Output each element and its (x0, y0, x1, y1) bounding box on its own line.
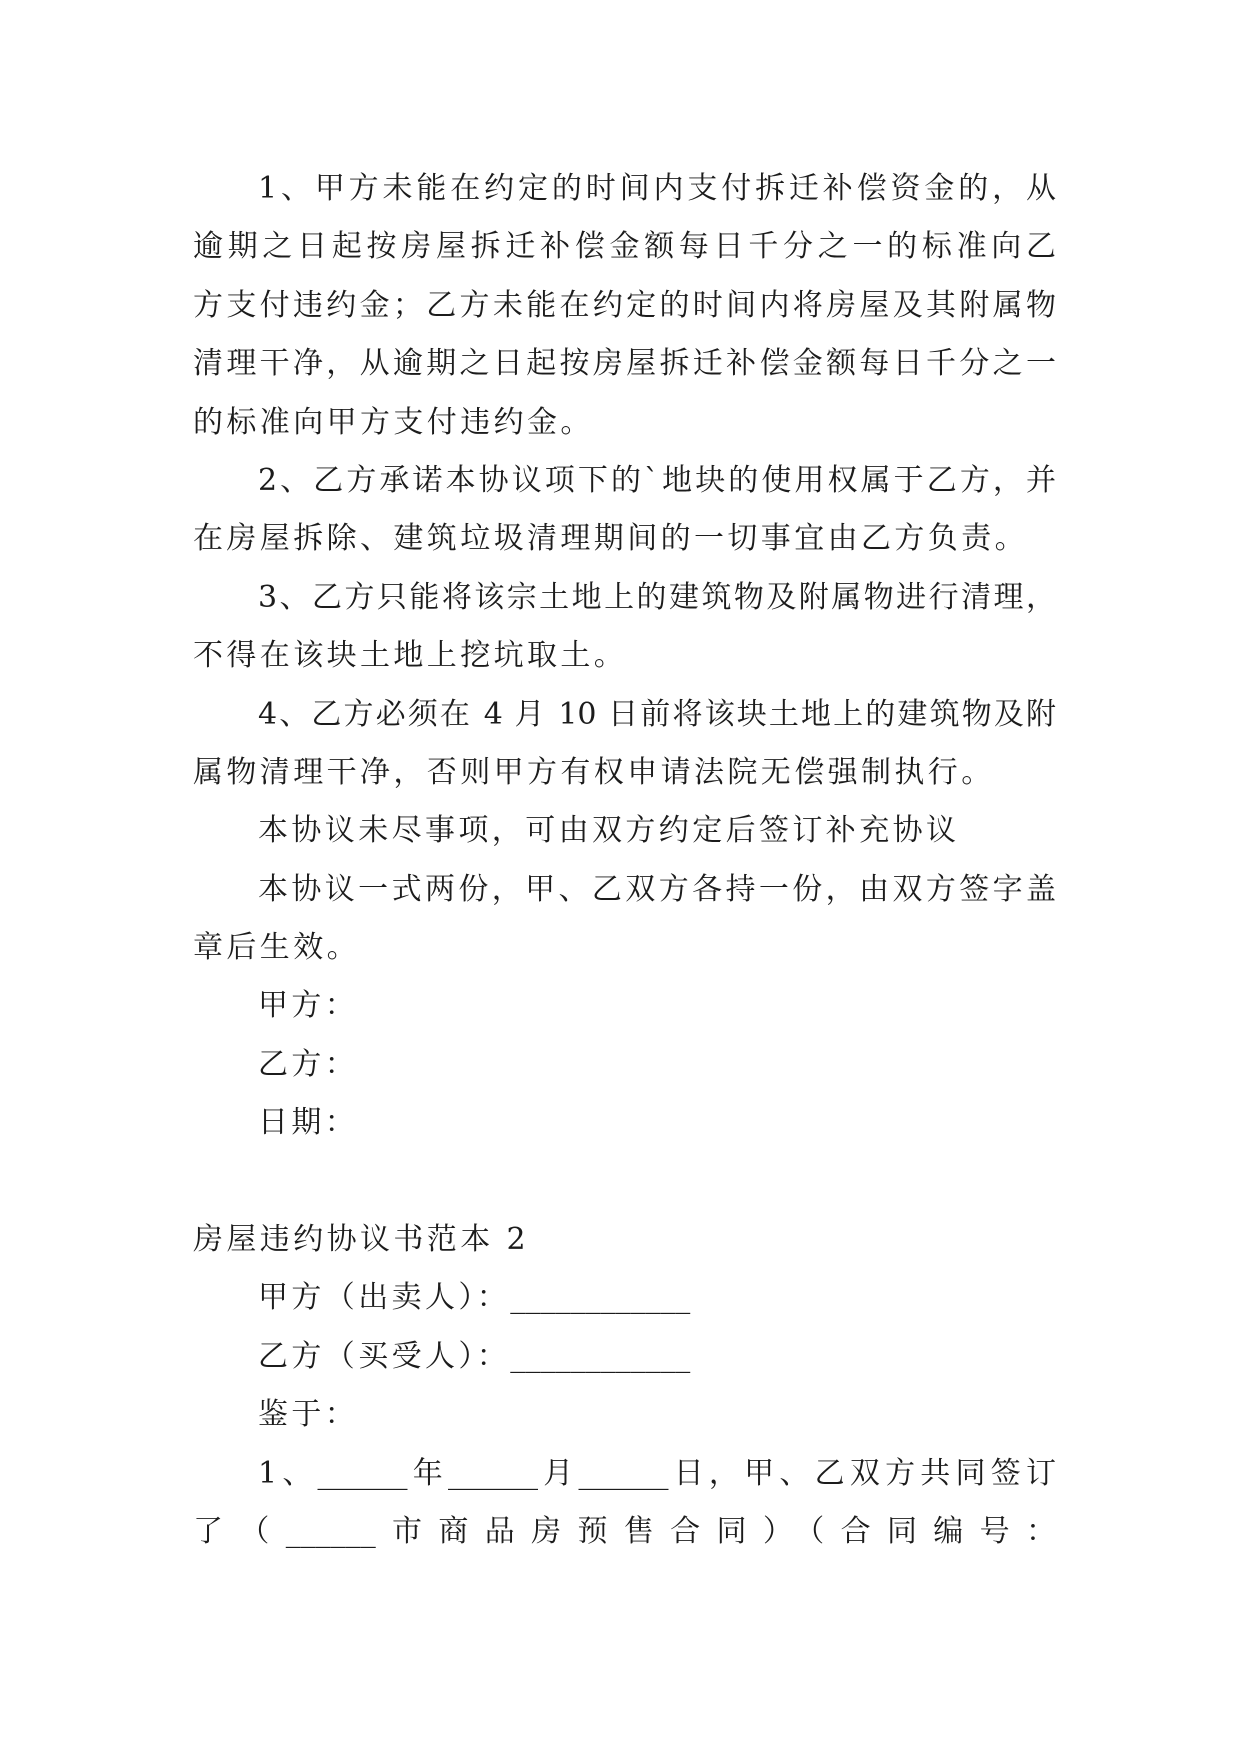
party-a-signature: 甲方： (258, 988, 359, 1024)
penalty-clause-line: 的标准向甲方支付违约金。 (193, 404, 594, 440)
section-2-title: 房屋违约协议书范本 2 (193, 1222, 530, 1258)
whereas-label: 鉴于： (258, 1397, 359, 1433)
date-signature: 日期： (258, 1105, 359, 1141)
signature-block (193, 977, 1056, 1152)
section-spacer (193, 1153, 1056, 1211)
copies-note (193, 861, 1056, 978)
land-use-clause-line: 在房屋拆除、建筑垃圾清理期间的一切事宜由乙方负责。 (193, 521, 1028, 557)
deadline-clause-line: 属物清理干净，否则甲方有权申请法院无偿强制执行。 (193, 754, 995, 790)
buyer-name-blank: ____________ (510, 1338, 691, 1374)
penalty-clause (193, 160, 1056, 452)
clearing-clause (193, 569, 1056, 686)
buyer-label: 乙方（买受人）： (258, 1338, 511, 1374)
whereas-item-line: 了（______市商品房预售合同）（合同编号： (193, 1513, 1056, 1549)
deadline-clause (193, 686, 1056, 803)
clearing-clause-line: 3、乙方只能将该宗土地上的建筑物及附属物进行清理， (258, 579, 1056, 615)
party-b-signature: 乙方： (258, 1046, 359, 1082)
supplement-note (193, 802, 1056, 860)
copies-note-line: 本协议一式两份，甲、乙双方各持一份，由双方签字盖 (258, 871, 1056, 907)
seller-label: 甲方（出卖人）： (258, 1280, 511, 1316)
whereas-item-1 (193, 1445, 1056, 1562)
land-use-clause-line: 2、乙方承诺本协议项下的`地块的使用权属于乙方，并 (258, 462, 1056, 498)
penalty-clause-line: 逾期之日起按房屋拆迁补偿金额每日千分之一的标准向乙 (193, 229, 1056, 265)
document-body (193, 160, 1056, 1561)
buyer-field (193, 1328, 1056, 1386)
copies-note-line: 章后生效。 (193, 930, 360, 966)
clearing-clause-line: 不得在该块土地上挖坑取土。 (193, 638, 628, 674)
seller-name-blank: ____________ (510, 1280, 691, 1316)
whereas-item-line: 1、______年______月______日，甲、乙双方共同签订 (258, 1455, 1056, 1491)
penalty-clause-line: 清理干净，从逾期之日起按房屋拆迁补偿金额每日千分之一 (193, 346, 1056, 382)
deadline-clause-line: 4、乙方必须在 4 月 10 日前将该块土地上的建筑物及附 (258, 696, 1056, 732)
section-2 (193, 1211, 1056, 1561)
penalty-clause-line: 1、甲方未能在约定的时间内支付拆迁补偿资金的，从 (258, 171, 1056, 206)
seller-field (193, 1269, 1056, 1327)
penalty-clause-line: 方支付违约金；乙方未能在约定的时间内将房屋及其附属物 (193, 287, 1056, 323)
supplement-note-line: 本协议未尽事项，可由双方约定后签订补充协议 (258, 813, 960, 849)
land-use-clause (193, 452, 1056, 569)
